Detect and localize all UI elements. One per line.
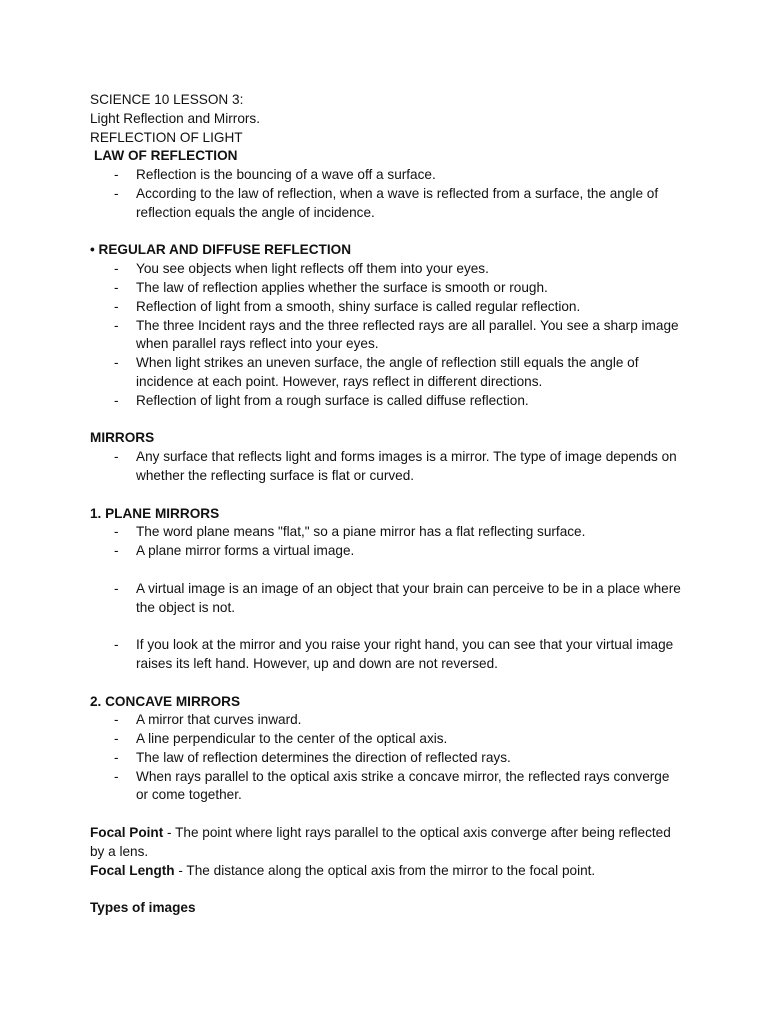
list-item: - Reflection of light from a rough surface is called diffuse reflection.	[90, 392, 684, 411]
plane-mirrors-list	[90, 523, 684, 561]
list-item: - A mirror that curves inward.	[90, 711, 684, 730]
lesson-subtitle: Light Reflection and Mirrors.	[90, 110, 260, 126]
types-of-images-heading: Types of images	[90, 900, 196, 916]
spacer	[90, 805, 684, 824]
topic-title: REFLECTION OF LIGHT	[90, 129, 243, 145]
list-item: - The three Incident rays and the three reflected rays are all parallel. You see a sharp image when parallel rays reflect into your eyes.	[90, 317, 684, 355]
list-item: - A plane mirror forms a virtual image.	[90, 542, 684, 561]
concave-mirrors-list	[90, 711, 684, 805]
spacer	[90, 223, 684, 242]
mirrors-heading: MIRRORS	[90, 430, 155, 446]
plane-mirrors-list-c	[90, 636, 684, 674]
plane-mirrors-heading: 1. PLANE MIRRORS	[90, 505, 220, 521]
focal-length-definition	[90, 862, 684, 881]
spacer	[90, 880, 684, 899]
spacer	[90, 674, 684, 693]
focal-point-definition	[90, 824, 684, 862]
regular-diffuse-list	[90, 260, 684, 410]
list-item: - When rays parallel to the optical axis strike a concave mirror, the reflected rays converge or come together.	[90, 768, 684, 806]
list-item: - If you look at the mirror and you raise your right hand, you can see that your virtual image raises its left hand. However, up and down are not reversed.	[90, 636, 684, 674]
concave-mirrors-heading: 2. CONCAVE MIRRORS	[90, 693, 241, 709]
law-list	[90, 166, 684, 222]
list-item: - The word plane means "flat," so a piane mirror has a flat reflecting surface.	[90, 523, 684, 542]
plane-mirrors-list-b	[90, 580, 684, 618]
law-heading: LAW OF REFLECTION	[94, 148, 238, 164]
mirrors-list	[90, 448, 684, 486]
list-item: - Reflection is the bouncing of a wave off a surface.	[90, 166, 684, 185]
spacer	[90, 486, 684, 505]
list-item: - The law of reflection applies whether the surface is smooth or rough.	[90, 279, 684, 298]
spacer	[90, 561, 684, 580]
list-item: - You see objects when light reflects off them into your eyes.	[90, 260, 684, 279]
spacer	[90, 411, 684, 430]
focal-length-text: - The distance along the optical axis from the mirror to the focal point.	[174, 862, 596, 878]
list-item: - A virtual image is an image of an object that your brain can perceive to be in a place where the object is not.	[90, 580, 684, 618]
focal-point-text: - The point where light rays parallel to the optical axis converge after being reflected by a lens.	[90, 825, 671, 859]
spacer	[90, 617, 684, 636]
focal-length-term: Focal Length	[90, 862, 175, 878]
lesson-title: SCIENCE 10 LESSON 3:	[90, 92, 244, 107]
list-item: - Any surface that reflects light and forms images is a mirror. The type of image depends on whether the reflecting surface is flat or curved.	[90, 448, 684, 486]
list-item: - A line perpendicular to the center of the optical axis.	[90, 730, 684, 749]
focal-point-term: Focal Point	[90, 825, 164, 841]
list-item: - The law of reflection determines the direction of reflected rays.	[90, 749, 684, 768]
list-item: - According to the law of reflection, when a wave is reflected from a surface, the angle of reflection equals the angle of incidence.	[90, 185, 684, 223]
list-item: - When light strikes an uneven surface, the angle of reflection still equals the angle of incidence at each point. However, rays reflect in different directions.	[90, 354, 684, 392]
regular-diffuse-heading: • REGULAR AND DIFFUSE REFLECTION	[90, 242, 352, 258]
list-item: - Reflection of light from a smooth, shiny surface is called regular reflection.	[90, 298, 684, 317]
